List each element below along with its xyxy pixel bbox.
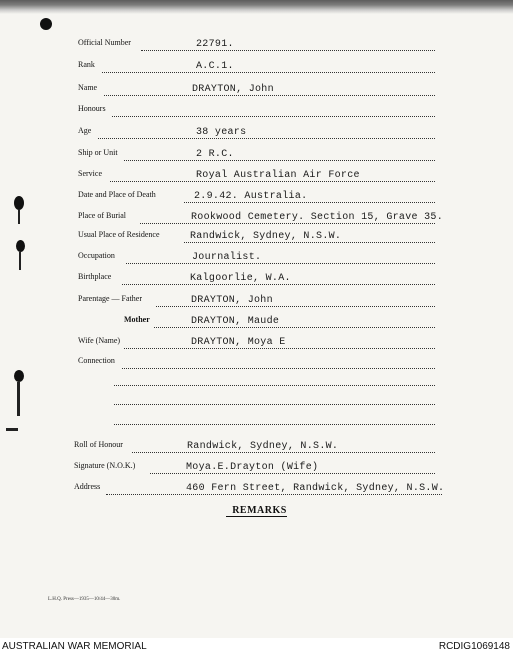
dotted-line [184,202,435,203]
scan-mark [17,382,20,416]
row-roll-of-honour [0,440,513,456]
address-value: 460 Fern Street, Randwick, Sydney, N.S.W. [186,483,445,494]
footer-record-id: RCDIG1069148 [438,641,510,652]
dotted-line [156,306,435,307]
father-value: DRAYTON, John [191,295,273,306]
row-father [0,294,513,310]
blank-dotted-line [114,385,435,386]
wife-label: Wife (Name) [78,336,121,345]
dotted-line [110,181,435,182]
row-name [0,83,513,99]
rank-label: Rank [78,60,95,69]
dotted-line [104,95,435,96]
burial-value: Rookwood Cemetery. Section 15, Grave 35. [191,212,444,223]
age-label: Age [78,126,92,135]
rank-value: A.C.1. [196,61,234,72]
burial-label: Place of Burial [78,211,126,220]
dotted-line [126,263,435,264]
birthplace-value: Kalgoorlie, W.A. [190,273,291,284]
row-connection [0,356,513,372]
row-birthplace [0,272,513,288]
mother-value: DRAYTON, Maude [191,316,280,327]
name-label: Name [78,83,98,92]
dotted-line [122,368,435,369]
honours-label: Honours [78,104,106,113]
row-service [0,169,513,185]
roll-of-honour-value: Randwick, Sydney, N.S.W. [187,441,339,452]
residence-value: Randwick, Sydney, N.S.W. [190,231,342,242]
age-value: 38 years [196,127,247,138]
row-mother [0,315,513,331]
archive-footer [0,638,513,654]
official-number-value: 22791. [196,39,234,50]
punch-hole [40,18,52,30]
mother-label: Mother [124,315,150,324]
scan-mark [6,428,18,431]
dotted-line [141,50,435,51]
occupation-value: Journalist. [192,252,262,263]
row-ship-or-unit [0,148,513,164]
footer-institution: AUSTRALIAN WAR MEMORIAL [2,641,147,652]
remarks-heading-text: REMARKS [226,505,287,517]
dotted-line [150,473,435,474]
death-label: Date and Place of Death [78,190,156,199]
residence-label: Usual Place of Residence [78,230,160,239]
death-value: 2.9.42. Australia. [194,191,308,202]
dotted-line [140,223,435,224]
blank-dotted-line [114,424,435,425]
address-label: Address [74,482,101,491]
ship-or-unit-value: 2 R.C. [196,149,234,160]
row-signature [0,461,513,477]
row-place-of-burial [0,211,513,227]
signature-label: Signature (N.O.K.) [74,461,136,470]
dotted-line [112,116,435,117]
signature-value: Moya.E.Drayton (Wife) [186,462,319,473]
dotted-line [154,327,435,328]
row-honours [0,104,513,120]
ship-or-unit-label: Ship or Unit [78,148,118,157]
father-label: Parentage — Father [78,294,142,303]
dotted-line [106,494,442,495]
scan-top-edge [0,0,513,14]
blank-dotted-line [114,404,435,405]
dotted-line [98,138,435,139]
birthplace-label: Birthplace [78,272,112,281]
dotted-line [124,160,435,161]
dotted-line [184,242,435,243]
row-wife [0,336,513,352]
roll-of-honour-label: Roll of Honour [74,440,123,449]
service-label: Service [78,169,102,178]
dotted-line [132,452,435,453]
occupation-label: Occupation [78,251,115,260]
row-official-number [0,38,513,54]
service-value: Royal Australian Air Force [196,170,360,181]
row-date-place-of-death [0,190,513,206]
name-value: DRAYTON, John [192,84,274,95]
row-usual-residence [0,230,513,246]
row-rank [0,60,513,76]
remarks-heading [0,505,513,516]
connection-label: Connection [78,356,115,365]
dotted-line [124,348,435,349]
print-imprint: L.H.Q. Press—1935—10/44—30m. [48,597,121,602]
official-number-label: Official Number [78,38,131,47]
row-age [0,126,513,142]
dotted-line [122,284,435,285]
row-occupation [0,251,513,267]
wife-value: DRAYTON, Moya E [191,337,286,348]
dotted-line [102,72,435,73]
row-address [0,482,513,498]
